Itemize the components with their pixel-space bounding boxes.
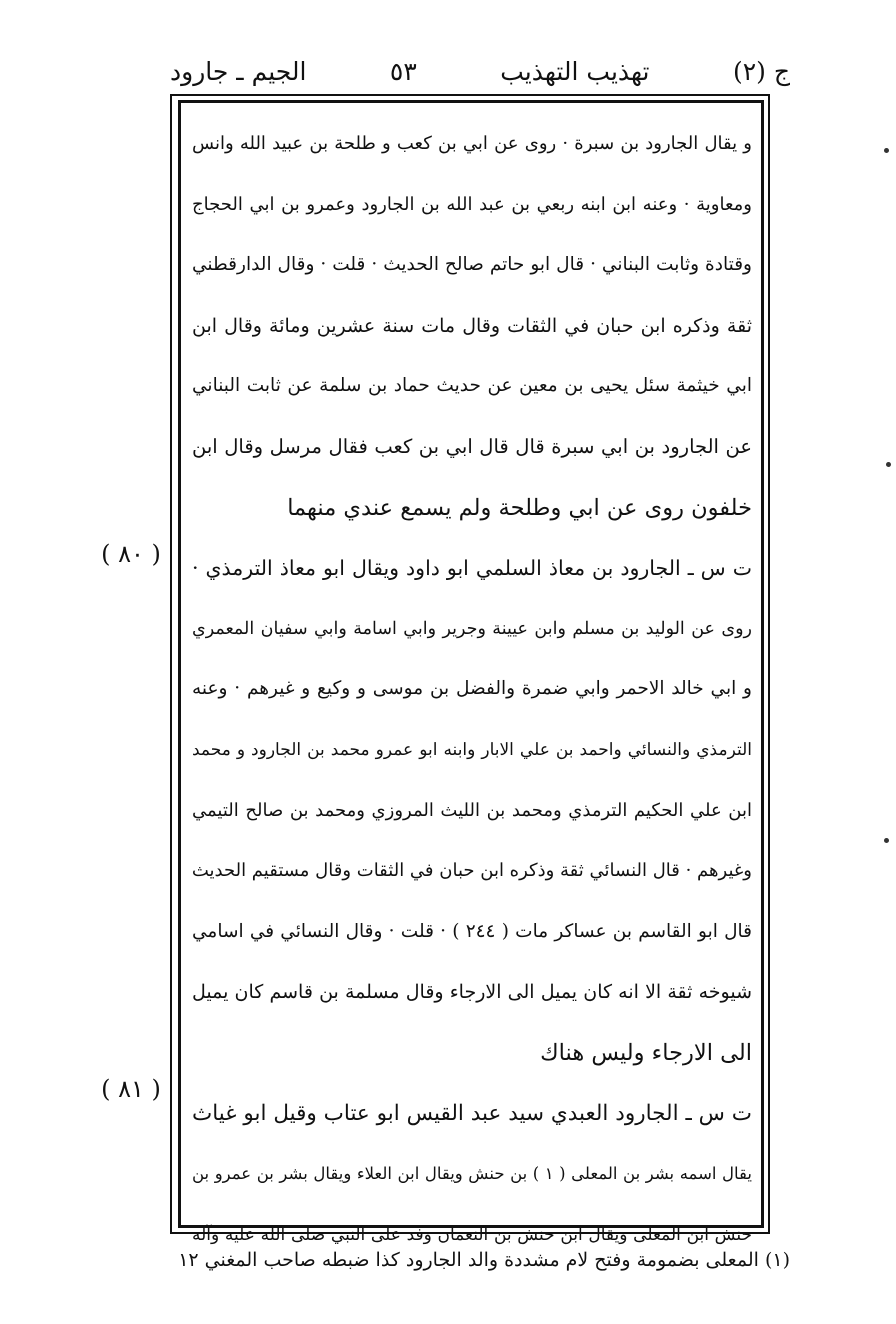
text-line: و ابي خالد الاحمر وابي ضمرة والفضل بن موسى و وكيع و غيرهم · وعنه xyxy=(192,678,752,700)
text-line: حنش ابن المعلى ويقال ابن حنش بن النعمان وفد على النبي صلى الله عليه وآله xyxy=(192,1224,752,1245)
margin-mark xyxy=(886,462,891,467)
text-line: ثقة وذكره ابن حبان في الثقات وقال مات سنة عشرين ومائة وقال ابن xyxy=(192,314,752,337)
text-line: خلفون روى عن ابي وطلحة ولم يسمع عندي منهما xyxy=(287,494,752,521)
entry-heading-line: ت س ـ الجارود العبدي سيد عبد القيس ابو عتاب وقيل ابو غياث xyxy=(192,1100,752,1126)
text-line: وغيرهم · قال النسائي ثقة وذكره ابن حبان في الثقات وقال مستقيم الحديث xyxy=(192,860,752,882)
text-line: ومعاوية · وعنه ابن ابنه ربعي بن عبد الله بن الجارود وعمرو بن ابي الحجاج xyxy=(192,193,752,215)
page-number: ٥٣ xyxy=(389,56,417,86)
text-line: قال ابو القاسم بن عساكر مات ( ٢٤٤ ) · قلت · وقال النسائي في اسامي xyxy=(192,920,752,942)
text-line: روى عن الوليد بن مسلم وابن عيينة وجرير وابي اسامة وابي سفيان المعمري xyxy=(192,618,752,639)
text-line: يقال اسمه بشر بن المعلى ( ١ ) بن حنش ويقال ابن العلاء ويقال بشر بن عمرو بن xyxy=(192,1164,752,1184)
text-line: ابن علي الحكيم الترمذي ومحمد بن الليث المروزي ومحمد بن صالح التيمي xyxy=(192,799,752,821)
entry-number-81: ( ٨١ ) xyxy=(101,1075,161,1103)
margin-mark xyxy=(884,148,889,153)
text-line: عن الجارود بن ابي سبرة قال قال ابي بن كعب فقال مرسل وقال ابن xyxy=(192,434,752,458)
footnote: (١) المعلى بضمومة وفتح لام مشددة والد الجارود كذا ضبطه صاحب المغني ١٢ xyxy=(178,1249,790,1271)
text-line: شيوخه ثقة الا انه كان يميل الى الارجاء وقال مسلمة بن قاسم كان يميل xyxy=(192,981,752,1004)
text-line: وقتادة وثابت البناني · قال ابو حاتم صالح الحديث · قلت · وقال الدارقطني xyxy=(192,254,752,276)
text-line: الى الارجاء وليس هناك xyxy=(540,1039,752,1066)
page-header xyxy=(170,48,790,94)
section-title: الجيم ـ جارود xyxy=(170,56,307,86)
text-line: و يقال الجارود بن سبرة · روى عن ابي بن كعب و طلحة بن عبيد الله وانس xyxy=(192,133,752,154)
entry-number-80: ( ٨٠ ) xyxy=(101,540,161,568)
text-line: الترمذي والنسائي واحمد بن علي الابار وابنه ابو عمرو محمد بن الجارود و محمد xyxy=(192,739,752,760)
book-title: تهذيب التهذيب xyxy=(500,56,650,86)
main-text xyxy=(192,114,752,1245)
margin-mark xyxy=(884,838,889,843)
volume-label: ج (٢) xyxy=(732,56,790,86)
text-line: ابي خيثمة سئل يحيى بن معين عن حديث حماد بن سلمة عن ثابت البناني xyxy=(192,375,752,397)
entry-heading-line: ت س ـ الجارود بن معاذ السلمي ابو داود ويقال ابو معاذ الترمذي · xyxy=(192,556,752,581)
